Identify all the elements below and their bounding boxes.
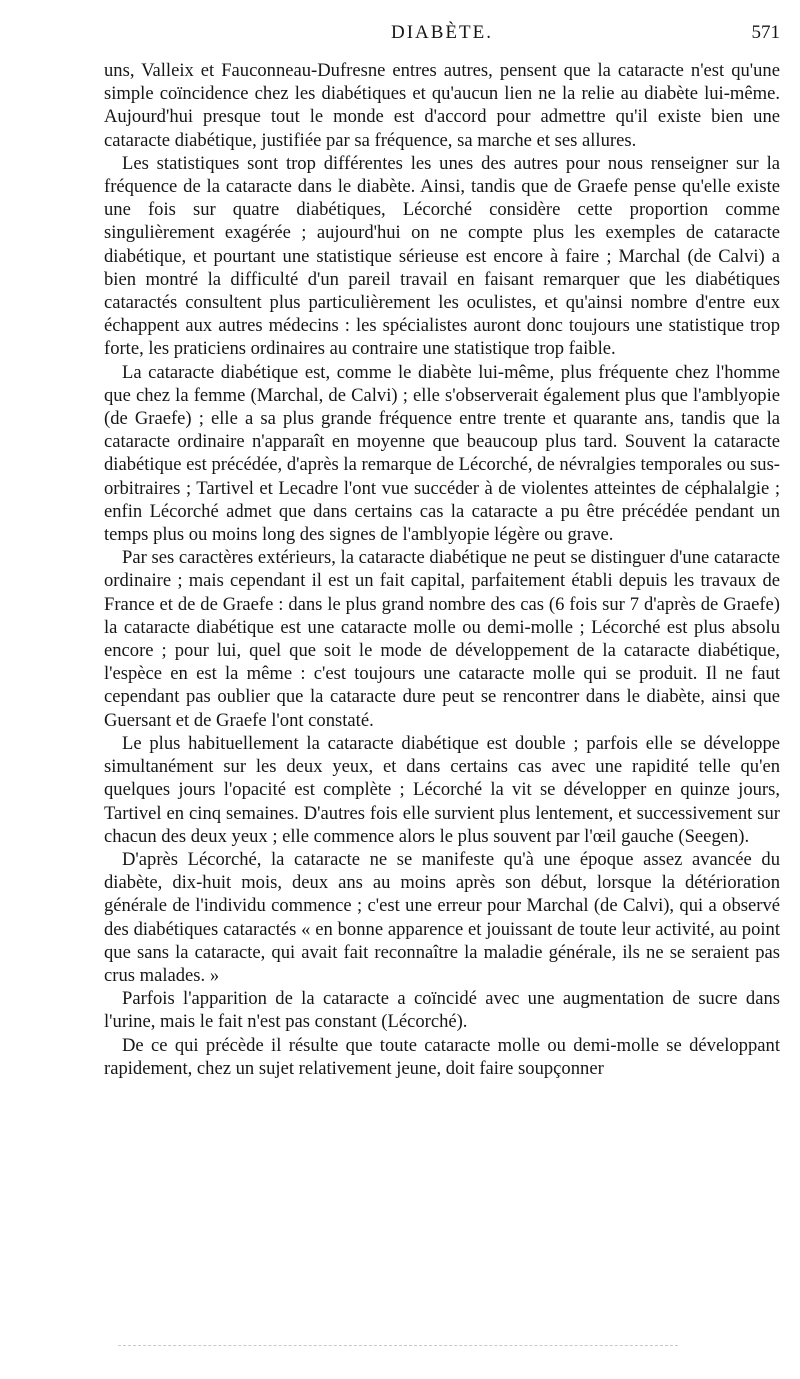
page-header [104,12,780,46]
paragraph: La cataracte diabétique est, comme le diabète lui-même, plus fréquente chez l'homme que chez la femme (Marchal, de Calvi) ; elle s'observerait également plus que l'amblyopie (de Graefe) ; elle a sa plus grande fréquence entre trente et quarante ans, tandis que la cataracte ordinaire n'apparaît en moyenne que beaucoup plus tard. Souvent la cataracte diabétique est précédée, d'après la remarque de Lécorché, de névralgies temporales ou sus-orbitraires ; Tartivel et Lecadre l'ont vue succéder à de violentes atteintes de céphalalgie ; enfin Lécorché admet que dans certains cas la cataracte a pu être précédée pendant un temps plus ou moins long des signes de l'amblyopie légère ou grave. [104,361,780,546]
footer-rule [118,1345,678,1346]
paragraph: De ce qui précède il résulte que toute cataracte molle ou demi-molle se développant rapidement, chez un sujet relativement jeune, doit faire soupçonner [104,1034,780,1079]
paragraph: uns, Valleix et Fauconneau-Dufresne entres autres, pensent que la cataracte n'est qu'une simple coïncidence chez les diabétiques et qu'aucun lien ne la relie au diabète lui-même. Aujourd'hui presque tout le monde est d'accord pour admettre qu'il existe bien une cataracte diabétique, justifiée par sa fréquence, sa marche et ses allures. [104,60,780,151]
paragraph: Le plus habituellement la cataracte diabétique est double ; parfois elle se développe simultanément sur les deux yeux, et dans certains cas avec une rapidité telle qu'en quelques jours l'opacité est complète ; Lécorché la vit se développer en quinze jours, Tartivel en cinq semaines. D'autres fois elle survient plus lentement, et successivement sur chacun des deux yeux ; elle commence alors le plus souvent par l'œil gauche (Seegen). [104,732,780,847]
body-text [104,59,780,1080]
paragraph: Les statistiques sont trop différentes les unes des autres pour nous renseigner sur la fréquence de la cataracte dans le diabète. Ainsi, tandis que de Graefe pense qu'elle existe une fois sur quatre diabétiques, Lécorché considère cette proportion comme singulièrement exagérée ; aujourd'hui on ne compte plus les exemples de cataracte diabétique, et pourtant une statistique sérieuse est encore à faire ; Marchal (de Calvi) a bien montré la difficulté d'un pareil travail en faisant remarquer que les diabétiques cataractés consultent plus particulièrement les oculistes, et qu'ainsi nombre d'entre eux échappent aux autres médecins : les spécialistes auront donc toujours une statistique trop forte, les praticiens ordinaires au contraire une statistique trop faible. [104,152,780,360]
running-title: DIABÈTE. [390,22,493,43]
paragraph: Parfois l'apparition de la cataracte a coïncidé avec une augmentation de sucre dans l'urine, mais le fait n'est pas constant (Lécorché). [104,988,780,1033]
page-number: 571 [751,22,780,43]
paragraph: D'après Lécorché, la cataracte ne se manifeste qu'à une époque assez avancée du diabète, dix-huit mois, deux ans au moins après son début, lorsque la détérioration générale de l'individu commence ; c'est une erreur pour Marchal (de Calvi), qui a observé des diabétiques cataractés « en bonne apparence et jouissant de toute leur activité, au point que sans la cataracte, qui avait fait reconnaître la maladie générale, ils ne se seraient pas crus malades. » [104,848,780,986]
paragraph: Par ses caractères extérieurs, la cataracte diabétique ne peut se distinguer d'une cataracte ordinaire ; mais cependant il est un fait capital, parfaitement établi depuis les travaux de France et de de Graefe : dans le plus grand nombre des cas (6 fois sur 7 d'après de Graefe) la cataracte diabétique est une cataracte molle ou demi-molle ; Lécorché est plus absolu encore ; pour lui, quel que soit le mode de développement de la cataracte diabétique, l'espèce en est la même : c'est toujours une cataracte molle qui se produit. Il ne faut cependant pas oublier que la cataracte dure peut se rencontrer dans le diabète, ainsi que Guersant et de Graefe l'ont constaté. [104,547,780,731]
